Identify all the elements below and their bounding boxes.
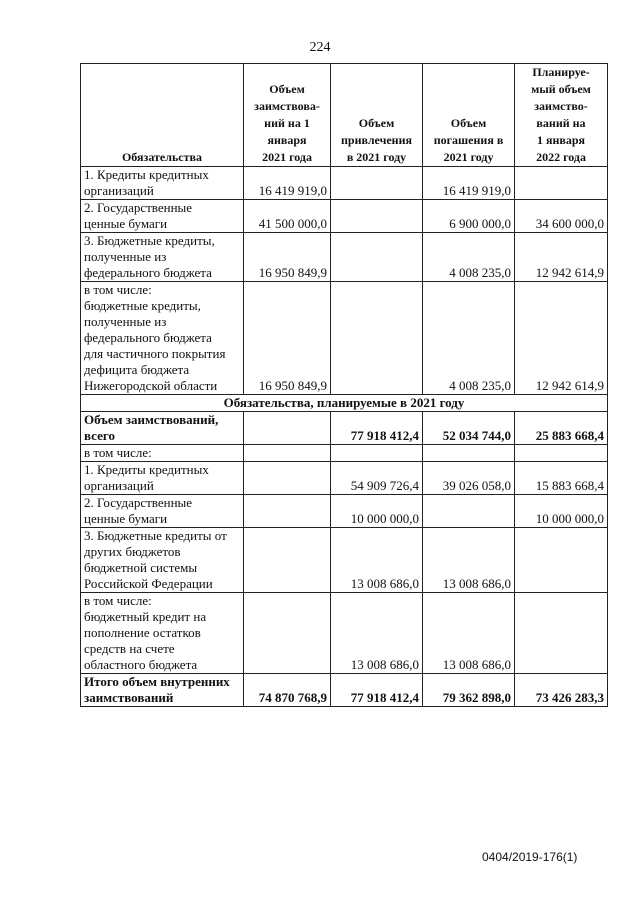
row-label: в том числе: — [81, 445, 244, 462]
row-label: 1. Кредиты кредитных организаций — [81, 167, 244, 200]
cell-repayment-2021: 79 362 898,0 — [423, 674, 515, 707]
cell-volume-jan-2021 — [244, 528, 331, 593]
cell-volume-jan-2021 — [244, 445, 331, 462]
table-row — [81, 674, 608, 707]
section-row — [81, 395, 608, 412]
cell-repayment-2021: 39 026 058,0 — [423, 462, 515, 495]
planned-obligations — [81, 412, 608, 707]
cell-volume-jan-2022 — [515, 528, 608, 593]
page-number: 224 — [309, 40, 331, 55]
section-title: Обязательства, планируемые в 2021 году — [81, 395, 608, 412]
row-label: в том числе: бюджетные кредиты, полученные из федерального бюджета для частичного покрытия дефицита бюджета Нижегородской области — [81, 282, 244, 395]
cell-attraction-2021: 77 918 412,4 — [331, 674, 423, 707]
row-label: 2. Государственные ценные бумаги — [81, 495, 244, 528]
cell-volume-jan-2022: 73 426 283,3 — [515, 674, 608, 707]
table-row — [81, 528, 608, 593]
row-label: 3. Бюджетные кредиты, полученные из федерального бюджета — [81, 233, 244, 282]
table-row — [81, 593, 608, 674]
cell-volume-jan-2021: 16 419 919,0 — [244, 167, 331, 200]
document-code: 0404/2019-176(1) — [482, 850, 578, 864]
header-volume-jan-2022: Планируе- мый объем заимство- ваний на 1 января 2022 года — [515, 64, 608, 167]
cell-attraction-2021: 10 000 000,0 — [331, 495, 423, 528]
table-row — [81, 167, 608, 200]
table-row — [81, 200, 608, 233]
table-row — [81, 233, 608, 282]
header-attraction-2021: Объем привлечения в 2021 году — [331, 64, 423, 167]
cell-volume-jan-2022: 34 600 000,0 — [515, 200, 608, 233]
row-label: 2. Государственные ценные бумаги — [81, 200, 244, 233]
cell-attraction-2021 — [331, 200, 423, 233]
cell-volume-jan-2021: 74 870 768,9 — [244, 674, 331, 707]
cell-attraction-2021 — [331, 445, 423, 462]
row-label: 1. Кредиты кредитных организаций — [81, 462, 244, 495]
cell-attraction-2021: 54 909 726,4 — [331, 462, 423, 495]
row-label: Итого объем внутренних заимствований — [81, 674, 244, 707]
section-divider — [81, 395, 608, 412]
header-obligations: Обязательства — [81, 64, 244, 167]
cell-repayment-2021: 13 008 686,0 — [423, 593, 515, 674]
cell-volume-jan-2021: 41 500 000,0 — [244, 200, 331, 233]
cell-repayment-2021: 13 008 686,0 — [423, 528, 515, 593]
table-row — [81, 412, 608, 445]
row-label: Объем заимствований, всего — [81, 412, 244, 445]
cell-volume-jan-2021 — [244, 495, 331, 528]
table-row — [81, 445, 608, 462]
cell-repayment-2021: 4 008 235,0 — [423, 233, 515, 282]
table-row — [81, 495, 608, 528]
cell-attraction-2021 — [331, 233, 423, 282]
cell-repayment-2021: 16 419 919,0 — [423, 167, 515, 200]
cell-volume-jan-2022 — [515, 445, 608, 462]
header-volume-jan-2021: Объем заимствова- ний на 1 января 2021 года — [244, 64, 331, 167]
cell-attraction-2021 — [331, 167, 423, 200]
cell-volume-jan-2022: 12 942 614,9 — [515, 233, 608, 282]
cell-repayment-2021: 6 900 000,0 — [423, 200, 515, 233]
header-repayment-2021: Объем погашения в 2021 году — [423, 64, 515, 167]
cell-volume-jan-2021 — [244, 462, 331, 495]
row-label: 3. Бюджетные кредиты от других бюджетов бюджетной системы Российской Федерации — [81, 528, 244, 593]
cell-repayment-2021: 4 008 235,0 — [423, 282, 515, 395]
cell-volume-jan-2022: 10 000 000,0 — [515, 495, 608, 528]
table-row — [81, 462, 608, 495]
cell-attraction-2021: 77 918 412,4 — [331, 412, 423, 445]
cell-attraction-2021 — [331, 282, 423, 395]
cell-volume-jan-2021: 16 950 849,9 — [244, 282, 331, 395]
cell-volume-jan-2022: 12 942 614,9 — [515, 282, 608, 395]
cell-volume-jan-2021: 16 950 849,9 — [244, 233, 331, 282]
table-row — [81, 282, 608, 395]
cell-repayment-2021 — [423, 445, 515, 462]
cell-repayment-2021 — [423, 495, 515, 528]
cell-volume-jan-2021 — [244, 593, 331, 674]
table-header-row — [81, 64, 608, 167]
cell-volume-jan-2022: 25 883 668,4 — [515, 412, 608, 445]
cell-attraction-2021: 13 008 686,0 — [331, 528, 423, 593]
cell-repayment-2021: 52 034 744,0 — [423, 412, 515, 445]
cell-volume-jan-2022: 15 883 668,4 — [515, 462, 608, 495]
borrowing-table — [80, 63, 608, 707]
cell-volume-jan-2021 — [244, 412, 331, 445]
cell-attraction-2021: 13 008 686,0 — [331, 593, 423, 674]
cell-volume-jan-2022 — [515, 593, 608, 674]
row-label: в том числе: бюджетный кредит на пополнение остатков средств на счете областного бюджета — [81, 593, 244, 674]
cell-volume-jan-2022 — [515, 167, 608, 200]
existing-obligations — [81, 167, 608, 395]
